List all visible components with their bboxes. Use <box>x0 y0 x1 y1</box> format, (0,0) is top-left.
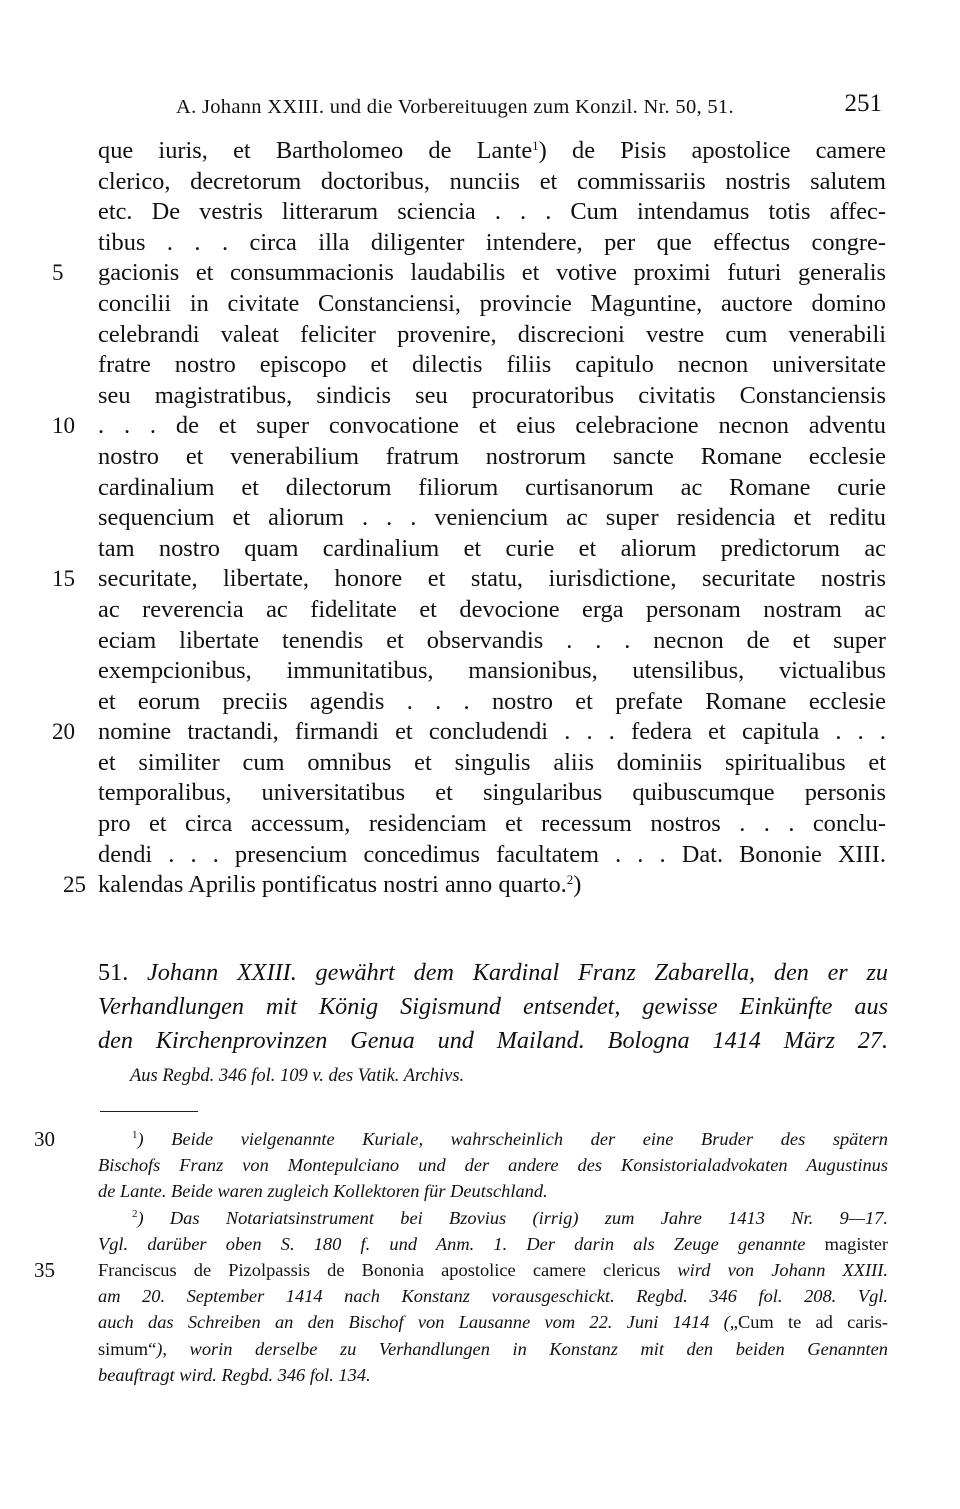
text-line <box>98 442 886 473</box>
line-text: clerico, decretorum doctoribus, nunciis et commissariis nostris salutem <box>98 167 886 195</box>
text-line <box>52 717 886 748</box>
running-title: A. Johann XXIII. und die Vorbereituugen zum Konzil. Nr. 50, 51. <box>176 96 734 118</box>
text-line <box>98 626 886 657</box>
line-text: et similiter cum omnibus et singulis aliis dominiis spiritualibus et <box>98 748 886 776</box>
footnote-line <box>98 1336 888 1362</box>
line-text: que iuris, et Bartholomeo de Lante <box>98 137 533 164</box>
text-line <box>98 503 886 534</box>
footnote-mark: 1 <box>132 1129 138 1141</box>
line-text: celebrandi valeat feliciter provenire, discrecioni vestre cum venerabili <box>98 320 886 348</box>
footnote-ref: 2 <box>566 872 574 888</box>
footnote-line <box>34 1126 888 1152</box>
footnote-quote: simum“ <box>98 1338 157 1359</box>
line-text: . . . de et super convocatione et eius celebracione necnon adventu <box>98 412 886 440</box>
line-text: eciam libertate tenendis et observandis . . . necnon de et super <box>98 626 886 654</box>
line-text: etc. De vestris litterarum sciencia . . . Cum intendamus totis affec- <box>98 198 886 226</box>
line-number: 15 <box>52 566 75 592</box>
text-line <box>98 809 886 840</box>
line-number: 25 <box>63 872 86 898</box>
text-line <box>98 167 886 198</box>
footnote-text: ) Das Notariatsinstrument bei Bzovius (irrig) zum Jahre 1413 Nr. 9—17. <box>137 1207 888 1228</box>
item-heading-line <box>98 1024 888 1058</box>
footnote-quote: „Cum te ad caris- <box>729 1312 888 1333</box>
footnote-text: Bischofs Franz von Montepulciano und der andere des Konsistorialadvokaten Augustinus <box>98 1155 888 1176</box>
footnote-text: Vgl. darüber oben S. 180 f. und Anm. 1. Der darin als Zeuge genannte <box>98 1233 825 1254</box>
line-text: seu magistratibus, sindicis seu procuratoribus civitatis Constanciensis <box>98 381 886 409</box>
line-number: 35 <box>34 1257 55 1282</box>
footnote-line <box>98 1178 888 1204</box>
text-line <box>98 136 886 167</box>
text-line <box>98 840 886 871</box>
text-line <box>98 656 886 687</box>
footnote-ref: 1 <box>532 138 539 153</box>
item-title-line-1: Johann XXIII. gewährt dem Kardinal Franz Zabarella, den er zu <box>147 959 889 986</box>
line-number: 10 <box>52 413 75 439</box>
text-line <box>52 258 886 289</box>
footnote-text: ), worin derselbe zu Verhandlungen in Konstanz mit den beiden Genannten <box>156 1338 888 1359</box>
line-text: ) <box>573 871 582 899</box>
item-title-line-2: Verhandlungen mit König Sigismund entsendet, gewisse Einkünfte aus <box>98 993 888 1020</box>
footnote-line <box>98 1231 888 1257</box>
text-line <box>98 473 886 504</box>
line-text: ac reverencia ac fidelitate et devocione erga personam nostram ac <box>98 595 886 623</box>
text-line <box>98 320 886 351</box>
footnote-text: ) Beide vielgenannte Kuriale, wahrscheinlich der eine Bruder des spätern <box>137 1129 888 1149</box>
main-text-block <box>52 136 886 901</box>
footnote-line <box>98 1362 888 1388</box>
text-line <box>63 870 886 901</box>
footnote-line <box>98 1309 888 1335</box>
footnote-text: de Lante. Beide waren zugleich Kollektoren für Deutschland. <box>98 1181 548 1202</box>
text-line <box>98 687 886 718</box>
footnote-quote: Franciscus de Pizolpassis de Bononia apostolice camere clericus <box>98 1259 661 1280</box>
line-text: cardinalium et dilectorum filiorum curtisanorum ac Romane curie <box>98 473 886 501</box>
footnote-line <box>98 1205 888 1231</box>
footnotes-block <box>34 1126 888 1388</box>
footnote-text: auch das Schreiben an den Bischof von Lausanne vom 22. Juni 1414 ( <box>98 1312 730 1333</box>
document-item-51 <box>98 956 888 1058</box>
footnote-text: am 20. September 1414 nach Konstanz vorausgeschickt. Regbd. 346 fol. 208. Vgl. <box>98 1286 888 1307</box>
text-line <box>98 289 886 320</box>
item-title-line-3: den Kirchenprovinzen Genua und Mailand. Bologna 1414 März 27. <box>98 1027 888 1054</box>
text-line <box>98 748 886 779</box>
footnote-mark: 2 <box>132 1207 138 1220</box>
line-text: pro et circa accessum, residenciam et recessum nostros . . . conclu- <box>98 810 886 838</box>
line-text: gacionis et consummacionis laudabilis et votive proximi futuri generalis <box>98 259 886 287</box>
item-heading-line <box>98 956 888 990</box>
item-source-note: Aus Regbd. 346 fol. 109 v. des Vatik. Archivs. <box>130 1066 465 1086</box>
page-number: 251 <box>844 90 882 117</box>
text-line <box>98 534 886 565</box>
running-header <box>176 88 882 128</box>
line-text: ) de Pisis apostolice camere <box>538 137 886 164</box>
line-text: tam nostro quam cardinalium et curie et aliorum predictorum ac <box>98 534 886 562</box>
line-text: sequencium et aliorum . . . veniencium ac super residencia et reditu <box>98 504 886 532</box>
item-heading-line <box>98 990 888 1024</box>
text-line <box>98 197 886 228</box>
line-text: exempcionibus, immunitatibus, mansionibus, utensilibus, victualibus <box>98 657 886 685</box>
text-line <box>52 411 886 442</box>
line-text: nostro et venerabilium fratrum nostrorum sancte Romane ecclesie <box>98 442 886 470</box>
footnote-line <box>34 1257 888 1283</box>
line-number: 30 <box>34 1127 55 1151</box>
line-text: concilii in civitate Constanciensi, provincie Maguntine, auctore domino <box>98 289 886 317</box>
item-number: 51. <box>98 959 129 986</box>
line-text: temporalibus, universitatibus et singularibus quibuscumque personis <box>98 779 886 807</box>
footnote-line <box>98 1152 888 1178</box>
line-number: 20 <box>52 719 75 745</box>
footnote-separator <box>100 1111 198 1112</box>
line-text: et eorum preciis agendis . . . nostro et prefate Romane ecclesie <box>98 687 886 715</box>
line-number: 5 <box>52 260 64 286</box>
text-line <box>52 564 886 595</box>
line-text: nomine tractandi, firmandi et concludendi . . . federa et capitula . . . <box>98 718 886 746</box>
footnote-text: beauftragt wird. Regbd. 346 fol. 134. <box>98 1364 371 1385</box>
footnote-quote: magister <box>824 1233 888 1254</box>
line-text: securitate, libertate, honore et statu, iurisdictione, securitate nostris <box>98 565 886 593</box>
line-text: kalendas Aprilis pontificatus nostri anno quarto. <box>98 871 567 899</box>
footnote-line <box>98 1283 888 1309</box>
line-text: dendi . . . presencium concedimus facultatem . . . Dat. Bononie XIII. <box>98 840 886 868</box>
text-line <box>98 595 886 626</box>
text-line <box>98 350 886 381</box>
text-line <box>98 228 886 259</box>
line-text: fratre nostro episcopo et dilectis filiis capitulo necnon universitate <box>98 351 886 379</box>
line-text: tibus . . . circa illa diligenter intendere, per que effectus congre- <box>98 228 886 256</box>
text-line <box>98 778 886 809</box>
footnote-text: wird von Johann XXIII. <box>660 1259 888 1280</box>
text-line <box>98 381 886 412</box>
